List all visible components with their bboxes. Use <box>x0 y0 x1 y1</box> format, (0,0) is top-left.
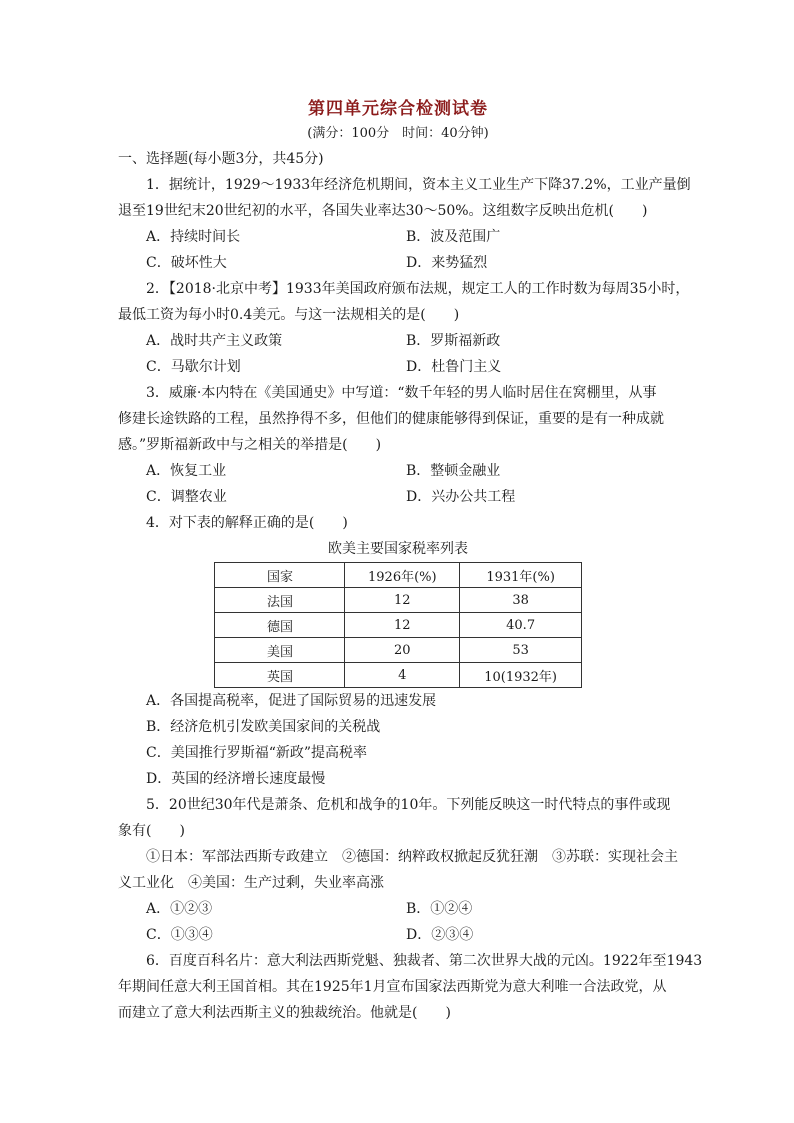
question-6-line-1: 6．百度百科名片：意大利法西斯党魁、独裁者、第二次世界大战的元凶。1922年至1943 <box>146 953 703 969</box>
table-cell: 53 <box>460 638 582 663</box>
question-5-line-1: 5．20世纪30年代是萧条、危机和战争的10年。下列能反映这一时代特点的事件或现 <box>146 797 671 813</box>
question-1-line-1: 1．据统计，1929～1933年经济危机期间，资本主义工业生产下降37.2%，工业产量倒 <box>146 177 691 193</box>
table-cell: 20 <box>345 638 460 663</box>
question-4-stem: 4．对下表的解释正确的是( ) <box>146 515 348 531</box>
table-cell: 12 <box>345 613 460 638</box>
option-a: A．恢复工业 <box>146 463 227 479</box>
option-d: D．杜鲁门主义 <box>406 359 502 375</box>
page-title: 第四单元综合检测试卷 <box>308 99 488 119</box>
exam-page <box>118 96 703 1026</box>
question-3-options-row-1 <box>118 458 678 484</box>
table-cell: 12 <box>345 588 460 613</box>
table-cell: 38 <box>460 588 582 613</box>
table-row <box>215 613 582 638</box>
table-header-cell: 国家 <box>215 563 345 588</box>
question-3 <box>118 380 678 510</box>
question-2-line-1: 2．【2018·北京中考】1933年美国政府颁布法规，规定工人的工作时数为每周35小时， <box>146 281 690 297</box>
table-cell: 法国 <box>215 588 345 613</box>
question-3-line-3: 感。”罗斯福新政中与之相关的举措是( ) <box>118 437 382 453</box>
question-5-line-4: 义工业化 ④美国：生产过剩，失业率高涨 <box>118 875 384 891</box>
option-b: B．波及范围广 <box>406 229 501 245</box>
option-a: A．持续时间长 <box>146 229 241 245</box>
option-b: B．整顿金融业 <box>406 463 501 479</box>
option-a: A．战时共产主义政策 <box>146 333 283 349</box>
table-cell: 10(1932年) <box>460 663 582 688</box>
option-c: C．马歇尔计划 <box>146 359 241 375</box>
option-c: C．破坏性大 <box>146 255 227 271</box>
table-cell: 英国 <box>215 663 345 688</box>
option-b: B．罗斯福新政 <box>406 333 501 349</box>
table-row <box>215 638 582 663</box>
table-row <box>215 663 582 688</box>
option-a: A．①②③ <box>146 901 213 917</box>
option-d: D．②③④ <box>406 927 474 943</box>
section-heading: 一、选择题(每小题3分，共45分) <box>118 151 324 167</box>
question-5-line-3: ①日本：军部法西斯专政建立 ②德国：纳粹政权掀起反犹狂潮 ③苏联：实现社会主 <box>146 849 678 865</box>
option-d: D．兴办公共工程 <box>406 489 516 505</box>
question-5-options-row-2 <box>118 922 678 948</box>
question-5 <box>118 792 678 948</box>
option-b: B．经济危机引发欧美国家间的关税战 <box>146 719 381 735</box>
question-2-options-row-2 <box>118 354 678 380</box>
table-header-row <box>215 563 582 588</box>
table-row <box>215 588 582 613</box>
question-6-line-3: 而建立了意大利法西斯主义的独裁统治。他就是( ) <box>118 1005 451 1021</box>
question-6 <box>118 948 703 1026</box>
option-c: C．美国推行罗斯福“新政”提高税率 <box>146 745 368 761</box>
question-6-line-2: 年期间任意大利王国首相。其在1925年1月宣布国家法西斯党为意大利唯一合法政党，从 <box>118 979 667 995</box>
question-2-line-2: 最低工资为每小时0.4美元。与这一法规相关的是( ) <box>118 307 460 323</box>
question-1-line-2: 退至19世纪末20世纪初的水平，各国失业率达30～50%。这组数字反映出危机( ) <box>118 203 648 219</box>
question-3-line-1: 3．威廉·本内特在《美国通史》中写道：“数千年轻的男人临时居住在窝棚里，从事 <box>146 385 657 401</box>
option-d: D．英国的经济增长速度最慢 <box>146 771 326 787</box>
option-a: A．各国提高税率，促进了国际贸易的迅速发展 <box>146 693 437 709</box>
option-b: B．①②④ <box>406 901 473 917</box>
page-subtitle: (满分：100分 时间：40分钟) <box>307 126 489 141</box>
table-cell: 美国 <box>215 638 345 663</box>
table-cell: 4 <box>345 663 460 688</box>
question-2-options-row-1 <box>118 328 678 354</box>
question-5-options-row-1 <box>118 896 678 922</box>
tax-rate-table <box>214 562 582 688</box>
option-c: C．①③④ <box>146 927 213 943</box>
question-1-options-row-2 <box>118 250 678 276</box>
option-d: D．来势猛烈 <box>406 255 488 271</box>
table-title: 欧美主要国家税率列表 <box>328 541 468 557</box>
table-cell: 德国 <box>215 613 345 638</box>
question-3-line-2: 修建长途铁路的工程，虽然挣得不多，但他们的健康能够得到保证，重要的是有一种成就 <box>118 411 664 427</box>
question-1-options-row-1 <box>118 224 678 250</box>
table-cell: 40.7 <box>460 613 582 638</box>
question-3-options-row-2 <box>118 484 678 510</box>
table-header-cell: 1926年(%) <box>345 563 460 588</box>
question-1 <box>118 172 691 276</box>
table-header-cell: 1931年(%) <box>460 563 582 588</box>
question-2 <box>118 276 690 380</box>
option-c: C．调整农业 <box>146 489 227 505</box>
question-5-line-2: 象有( ) <box>118 823 185 839</box>
question-4 <box>118 510 678 792</box>
